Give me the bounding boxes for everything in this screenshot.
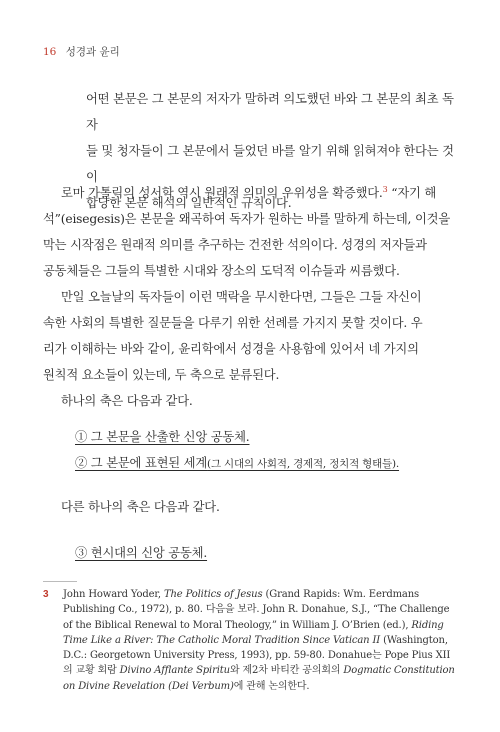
paragraph-line-text: 로마 가톨릭의 성서학 역시 원래적 의미의 우위성을 확증했다. (61, 186, 383, 200)
paragraph-line (43, 180, 457, 206)
list-item-text: ③ 현시대의 신앙 공동체. (75, 546, 208, 560)
footnote-number: 3 (43, 589, 49, 600)
page-number: 16 (43, 46, 57, 58)
quote-line: 어떤 본문은 그 본문의 저자가 말하려 의도했던 바와 그 본문의 최초 독자 (86, 92, 454, 132)
paragraph-line: 공동체들은 그들의 특별한 시대와 장소의 도덕적 이슈들과 씨름했다. (43, 264, 400, 278)
axis1-intro: 하나의 축은 다음과 같다. (61, 394, 193, 408)
list-item-text: ① 그 본문을 산출한 신앙 공동체. (75, 430, 250, 444)
running-header (43, 44, 120, 59)
footnote-divider (43, 581, 77, 582)
list-item-note: (그 시대의 사회적, 경제적, 정치적 형태들). (207, 458, 400, 470)
paragraph-line: 만일 오늘날의 독자들이 이런 맥락을 무시한다면, 그들은 그들 자신이 (61, 290, 422, 304)
footnote-segment: (Grand Rapids: Wm. Eerdmans Publishing Co., 1972), p. 80. 다음을 보라. John R. Donahue, S.J., “The Challenge of the Biblical Renewal to Moral Theology,” in William J. O’Brien (ed.), (63, 589, 450, 631)
footnote-italic-title: Riding Time Like a River: The Catholic Moral Tradition Since Vatican II (63, 619, 444, 646)
footnote-segment: John Howard Yoder, (63, 589, 164, 600)
quote-line: 합당한 본문 해석의 일반적인 규칙이다. (86, 196, 292, 210)
paragraph-line: 속한 사회의 특별한 질문들을 다루기 위한 선례를 가지지 못할 것이다. 우 (43, 316, 423, 330)
footnote-italic-title: Dogmatic Constitution on Divine Revelation (Dei Verbum) (63, 665, 455, 692)
book-title: 성경과 윤리 (65, 46, 120, 58)
paragraph-line: 석”(eisegesis)은 본문을 왜곡하여 독자가 원하는 바를 말하게 하는데, 이것을 (43, 212, 451, 226)
axis2-intro-block (43, 494, 457, 520)
footnote (43, 587, 457, 694)
footnote-segment: 와 제2차 바티칸 공의회의 (229, 665, 344, 677)
footnote-italic-title: Divino Afflante Spiritu (119, 665, 230, 677)
footnote-segment: 에 관해 논의한다. (233, 680, 310, 692)
list-item (75, 450, 465, 476)
footnote-text (63, 587, 457, 694)
footnote-reference[interactable]: 3 (382, 184, 388, 194)
footnote-italic-title: The Politics of Jesus (163, 589, 263, 600)
footnote-segment: (Washington, D.C.: Georgetown University Press, 1993), pp. 59-80. Donahue는 Pope Pius XII의 교황 회람 (63, 634, 451, 677)
axis2-intro: 다른 하나의 축은 다음과 같다. (61, 500, 220, 514)
paragraph-line-tail: “자기 해 (387, 186, 437, 200)
paragraph-modern-readers (43, 284, 457, 414)
quote-line: 들 및 청자들이 그 본문에서 들었던 바를 알기 위해 읽혀져야 한다는 것이 (86, 144, 454, 184)
paragraph-catholic-scholarship (43, 180, 457, 284)
paragraph-line: 리가 이해하는 바와 같이, 윤리학에서 성경을 사용함에 있어서 네 가지의 (43, 342, 419, 356)
paragraph-line: 원칙적 요소들이 있는데, 두 축으로 분류된다. (43, 368, 280, 382)
paragraph-line: 막는 시작점은 원래적 의미를 추구하는 건전한 석의이다. 성경의 저자들과 (43, 238, 427, 252)
list-item-text: ② 그 본문에 표현된 세계 (75, 456, 208, 470)
list-item (75, 540, 465, 566)
list-item (75, 424, 465, 450)
axis1-list (75, 424, 465, 476)
axis2-list (75, 540, 465, 566)
